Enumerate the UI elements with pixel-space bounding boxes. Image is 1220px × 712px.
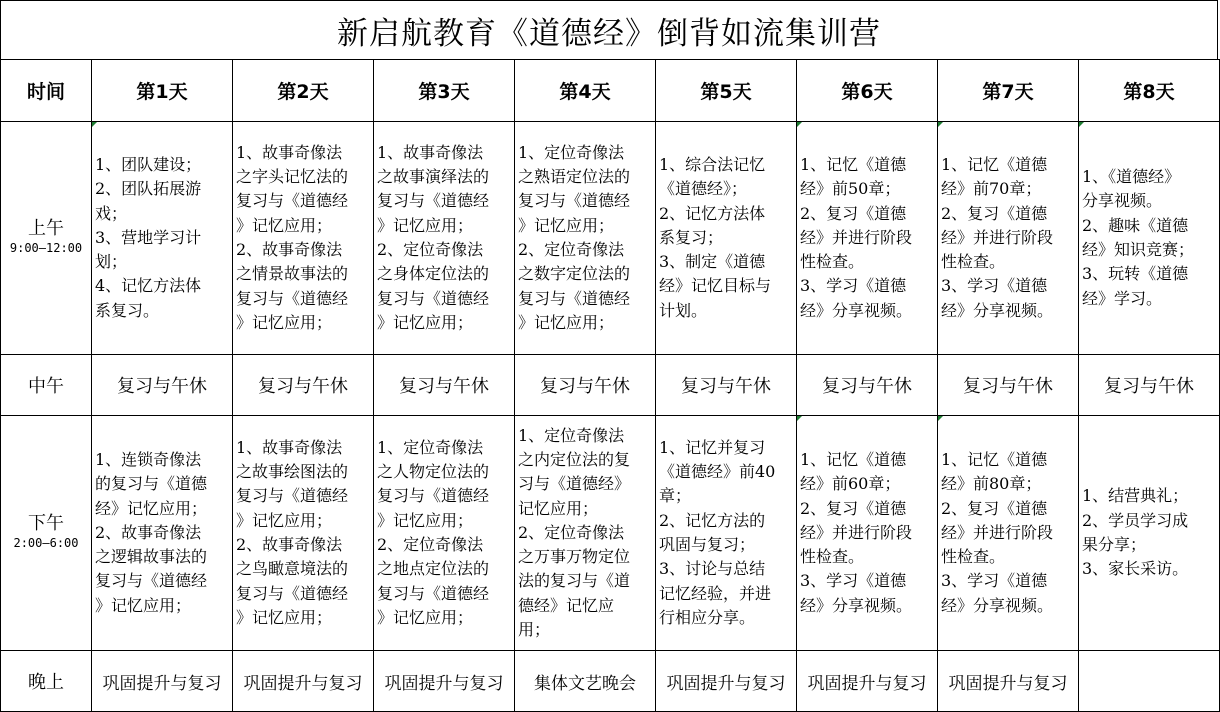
cell-line: 1、定位奇像法 bbox=[518, 425, 625, 445]
cell-line: 1、结营典礼； bbox=[1082, 486, 1189, 506]
schedule-table bbox=[0, 59, 1220, 712]
period-name: 下午 bbox=[28, 512, 64, 534]
cell-line: 2、故事奇像法 bbox=[236, 535, 343, 554]
header-row bbox=[1, 60, 1220, 122]
schedule-cell bbox=[515, 122, 656, 355]
cell-line: 《道德经》前40 bbox=[659, 462, 776, 482]
cell-line: 习与《道德经》 bbox=[518, 474, 631, 494]
cell-line: 1、连锁奇像法 bbox=[95, 449, 202, 469]
cell-text bbox=[656, 153, 796, 323]
cell-line: 之身体定位法的 bbox=[377, 264, 490, 284]
cell-line: 2、定位奇像法 bbox=[377, 535, 484, 554]
cell-line: 之故事绘图法的 bbox=[236, 462, 349, 482]
schedule-cell: 复习与午休 bbox=[938, 355, 1079, 416]
cell-line: 行相应分享。 bbox=[659, 607, 756, 627]
cell-line: 之字头记忆法的 bbox=[236, 167, 349, 187]
cell-line: 2、记忆方法的 bbox=[659, 510, 766, 530]
cell-line: 3、玩转《道德 bbox=[1082, 264, 1189, 284]
schedule-cell: 复习与午休 bbox=[515, 355, 656, 416]
day-header: 第6天 bbox=[797, 60, 938, 122]
cell-line: 1、故事奇像法 bbox=[236, 142, 343, 162]
cell-line: 性检查。 bbox=[941, 252, 1006, 272]
cell-line: 经》记忆目标与 bbox=[659, 276, 772, 296]
cell-line: 3、学习《道德 bbox=[941, 276, 1048, 296]
day-header: 第3天 bbox=[374, 60, 515, 122]
cell-text bbox=[374, 436, 514, 630]
cell-line: 2、定位奇像法 bbox=[518, 522, 625, 542]
cell-line: 1、故事奇像法 bbox=[377, 142, 484, 162]
cell-text bbox=[797, 448, 937, 618]
cell-line: 》记忆应用； bbox=[95, 595, 192, 615]
cell-line: 之故事演绎法的 bbox=[377, 167, 490, 187]
schedule-cell: 复习与午休 bbox=[656, 355, 797, 416]
cell-line: 3、制定《道德 bbox=[659, 252, 766, 272]
schedule-cell bbox=[374, 122, 515, 355]
cell-line: 4、记忆方法体 bbox=[95, 276, 202, 296]
cell-text bbox=[656, 436, 796, 630]
cell-text bbox=[1079, 165, 1219, 311]
cell-line: 复习与《道德经 bbox=[377, 583, 490, 603]
schedule-cell: 巩固提升与复习 bbox=[656, 651, 797, 712]
cell-line: 2、团队拓展游 bbox=[95, 179, 202, 199]
day-header: 第2天 bbox=[233, 60, 374, 122]
schedule-cell: 复习与午休 bbox=[92, 355, 233, 416]
cell-line: 1、故事奇像法 bbox=[236, 437, 343, 457]
cell-line: 1、综合法记忆 bbox=[659, 154, 766, 174]
schedule-cell bbox=[233, 122, 374, 355]
cell-line: 1、记忆并复习 bbox=[659, 437, 766, 457]
schedule-cell: 巩固提升与复习 bbox=[938, 651, 1079, 712]
cell-line: 记忆经验，并进 bbox=[659, 583, 772, 603]
schedule-cell: 集体文艺晚会 bbox=[515, 651, 656, 712]
cell-text bbox=[233, 141, 373, 335]
cell-line: 3、讨论与总结 bbox=[659, 559, 766, 579]
cell-line: 经》并进行阶段 bbox=[800, 522, 913, 542]
cell-line: 1、记忆《道德 bbox=[941, 154, 1048, 174]
schedule-cell bbox=[938, 416, 1079, 651]
schedule-cell: 巩固提升与复习 bbox=[92, 651, 233, 712]
cell-line: 系复习； bbox=[659, 227, 724, 247]
noon-row bbox=[1, 355, 1220, 416]
cell-text bbox=[1079, 484, 1219, 581]
day-header: 第7天 bbox=[938, 60, 1079, 122]
schedule-cell bbox=[1079, 416, 1220, 651]
schedule-cell bbox=[233, 416, 374, 651]
cell-line: 经》分享视频。 bbox=[941, 595, 1054, 615]
cell-line: 2、复习《道德 bbox=[941, 498, 1048, 518]
cell-text bbox=[515, 141, 655, 335]
cell-line: 复习与《道德经 bbox=[377, 288, 490, 308]
cell-line: 复习与《道德经 bbox=[377, 486, 490, 506]
cell-line: 复习与《道德经 bbox=[377, 191, 490, 211]
cell-line: 划； bbox=[95, 252, 128, 272]
cell-line: 之数字定位法的 bbox=[518, 264, 631, 284]
schedule-cell: 复习与午休 bbox=[374, 355, 515, 416]
cell-line: 2、故事奇像法 bbox=[236, 240, 343, 259]
cell-line: 经》分享视频。 bbox=[941, 300, 1054, 320]
cell-line: 3、学习《道德 bbox=[800, 276, 907, 296]
evening-row bbox=[1, 651, 1220, 712]
cell-line: 经》学习。 bbox=[1082, 288, 1163, 308]
cell-line: 经》分享视频。 bbox=[800, 595, 913, 615]
cell-line: 记忆应用； bbox=[518, 498, 599, 518]
cell-line: 巩固与复习； bbox=[659, 535, 756, 554]
cell-line: 性检查。 bbox=[800, 252, 865, 272]
cell-line: 性检查。 bbox=[941, 547, 1006, 567]
schedule-cell bbox=[797, 122, 938, 355]
schedule-cell: 巩固提升与复习 bbox=[374, 651, 515, 712]
cell-line: 复习与《道德经 bbox=[236, 486, 349, 506]
cell-line: 复习与《道德经 bbox=[236, 191, 349, 211]
cell-line: 经》知识竞赛； bbox=[1082, 240, 1195, 259]
cell-line: 计划。 bbox=[659, 300, 708, 320]
morning-label-cell bbox=[1, 122, 92, 355]
cell-line: 复习与《道德经 bbox=[518, 288, 631, 308]
cell-line: 复习与《道德经 bbox=[95, 571, 208, 591]
schedule-cell bbox=[797, 416, 938, 651]
period-name: 上午 bbox=[28, 217, 64, 239]
cell-text bbox=[374, 141, 514, 335]
cell-line: 经》记忆应用； bbox=[95, 498, 208, 518]
cell-line: 》记忆应用； bbox=[518, 312, 615, 332]
cell-line: 法的复习与《道 bbox=[518, 571, 631, 591]
cell-line: 经》前70章； bbox=[941, 179, 1042, 199]
cell-line: 2、记忆方法体 bbox=[659, 203, 766, 223]
schedule-cell bbox=[938, 122, 1079, 355]
cell-line: 章； bbox=[659, 486, 692, 506]
cell-line: 经》前60章； bbox=[800, 474, 901, 494]
cell-line: 1、团队建设； bbox=[95, 154, 202, 174]
cell-line: 1、定位奇像法 bbox=[377, 437, 484, 457]
schedule-cell bbox=[92, 122, 233, 355]
schedule-cell: 复习与午休 bbox=[797, 355, 938, 416]
cell-line: 3、学习《道德 bbox=[800, 571, 907, 591]
cell-text bbox=[92, 448, 232, 618]
cell-line: 》记忆应用； bbox=[377, 607, 474, 627]
schedule-cell bbox=[92, 416, 233, 651]
schedule-cell bbox=[1079, 651, 1220, 712]
schedule-cell: 巩固提升与复习 bbox=[797, 651, 938, 712]
cell-line: 性检查。 bbox=[800, 547, 865, 567]
cell-line: 1、定位奇像法 bbox=[518, 142, 625, 162]
cell-line: 2、复习《道德 bbox=[941, 203, 1048, 223]
cell-line: 用； bbox=[518, 620, 551, 640]
cell-line: 经》并进行阶段 bbox=[941, 522, 1054, 542]
cell-line: 》记忆应用； bbox=[377, 215, 474, 235]
cell-line: 2、复习《道德 bbox=[800, 498, 907, 518]
cell-line: 经》分享视频。 bbox=[800, 300, 913, 320]
schedule-cell bbox=[656, 416, 797, 651]
day-header: 第8天 bbox=[1079, 60, 1220, 122]
evening-label-cell: 晚上 bbox=[1, 651, 92, 712]
cell-line: 1、记忆《道德 bbox=[800, 449, 907, 469]
schedule-cell: 复习与午休 bbox=[1079, 355, 1220, 416]
cell-text bbox=[938, 153, 1078, 323]
cell-line: 之逻辑故事法的 bbox=[95, 547, 208, 567]
schedule-cell: 巩固提升与复习 bbox=[233, 651, 374, 712]
cell-line: 2、故事奇像法 bbox=[95, 522, 202, 542]
cell-line: 之万事万物定位 bbox=[518, 547, 631, 567]
cell-text bbox=[797, 153, 937, 323]
cell-line: 3、学习《道德 bbox=[941, 571, 1048, 591]
cell-line: 的复习与《道德 bbox=[95, 474, 208, 494]
page-title: 新启航教育《道德经》倒背如流集训营 bbox=[0, 0, 1218, 60]
cell-line: 系复习。 bbox=[95, 300, 160, 320]
cell-line: 德经》记忆应 bbox=[518, 595, 615, 615]
day-header: 第4天 bbox=[515, 60, 656, 122]
cell-line: 》记忆应用； bbox=[236, 510, 333, 530]
noon-label-cell: 中午 bbox=[1, 355, 92, 416]
cell-line: 》记忆应用； bbox=[518, 215, 615, 235]
cell-line: 戏； bbox=[95, 203, 128, 223]
cell-line: 之鸟瞰意境法的 bbox=[236, 559, 349, 579]
cell-line: 经》前80章； bbox=[941, 474, 1042, 494]
cell-line: 《道德经》； bbox=[659, 179, 748, 199]
morning-row bbox=[1, 122, 1220, 355]
cell-line: 3、营地学习计 bbox=[95, 227, 202, 247]
cell-line: 》记忆应用； bbox=[377, 510, 474, 530]
cell-line: 复习与《道德经 bbox=[236, 288, 349, 308]
day-header: 第1天 bbox=[92, 60, 233, 122]
cell-text bbox=[92, 153, 232, 323]
cell-line: 》记忆应用； bbox=[236, 215, 333, 235]
cell-line: 2、趣味《道德 bbox=[1082, 215, 1189, 235]
schedule-cell bbox=[515, 416, 656, 651]
cell-line: 之情景故事法的 bbox=[236, 264, 349, 284]
cell-line: 1、记忆《道德 bbox=[941, 449, 1048, 469]
schedule-cell bbox=[1079, 122, 1220, 355]
afternoon-row bbox=[1, 416, 1220, 651]
cell-line: 1、《道德经》 bbox=[1082, 167, 1181, 187]
cell-line: 》记忆应用； bbox=[236, 607, 333, 627]
cell-line: 之人物定位法的 bbox=[377, 462, 490, 482]
cell-line: 2、复习《道德 bbox=[800, 203, 907, 223]
schedule-cell bbox=[374, 416, 515, 651]
time-column-header: 时间 bbox=[1, 60, 92, 122]
cell-line: 之内定位法的复 bbox=[518, 449, 631, 469]
cell-line: 》记忆应用； bbox=[236, 312, 333, 332]
cell-line: 》记忆应用； bbox=[377, 312, 474, 332]
cell-text bbox=[938, 448, 1078, 618]
schedule-cell bbox=[656, 122, 797, 355]
cell-line: 经》前50章； bbox=[800, 179, 901, 199]
cell-line: 果分享； bbox=[1082, 535, 1147, 554]
cell-line: 经》并进行阶段 bbox=[941, 227, 1054, 247]
period-time: 9:00—12:00 bbox=[9, 241, 83, 256]
cell-line: 分享视频。 bbox=[1082, 191, 1163, 211]
cell-text bbox=[233, 436, 373, 630]
period-time: 2:00—6:00 bbox=[13, 536, 79, 551]
cell-text bbox=[515, 424, 655, 643]
cell-line: 之地点定位法的 bbox=[377, 559, 490, 579]
cell-line: 2、学员学习成 bbox=[1082, 510, 1189, 530]
schedule-cell: 复习与午休 bbox=[233, 355, 374, 416]
cell-line: 1、记忆《道德 bbox=[800, 154, 907, 174]
cell-line: 3、家长采访。 bbox=[1082, 559, 1189, 579]
cell-line: 复习与《道德经 bbox=[518, 191, 631, 211]
cell-line: 之熟语定位法的 bbox=[518, 167, 631, 187]
cell-line: 2、定位奇像法 bbox=[518, 240, 625, 259]
afternoon-label-cell bbox=[1, 416, 92, 651]
day-header: 第5天 bbox=[656, 60, 797, 122]
cell-line: 经》并进行阶段 bbox=[800, 227, 913, 247]
cell-line: 2、定位奇像法 bbox=[377, 240, 484, 259]
cell-line: 复习与《道德经 bbox=[236, 583, 349, 603]
